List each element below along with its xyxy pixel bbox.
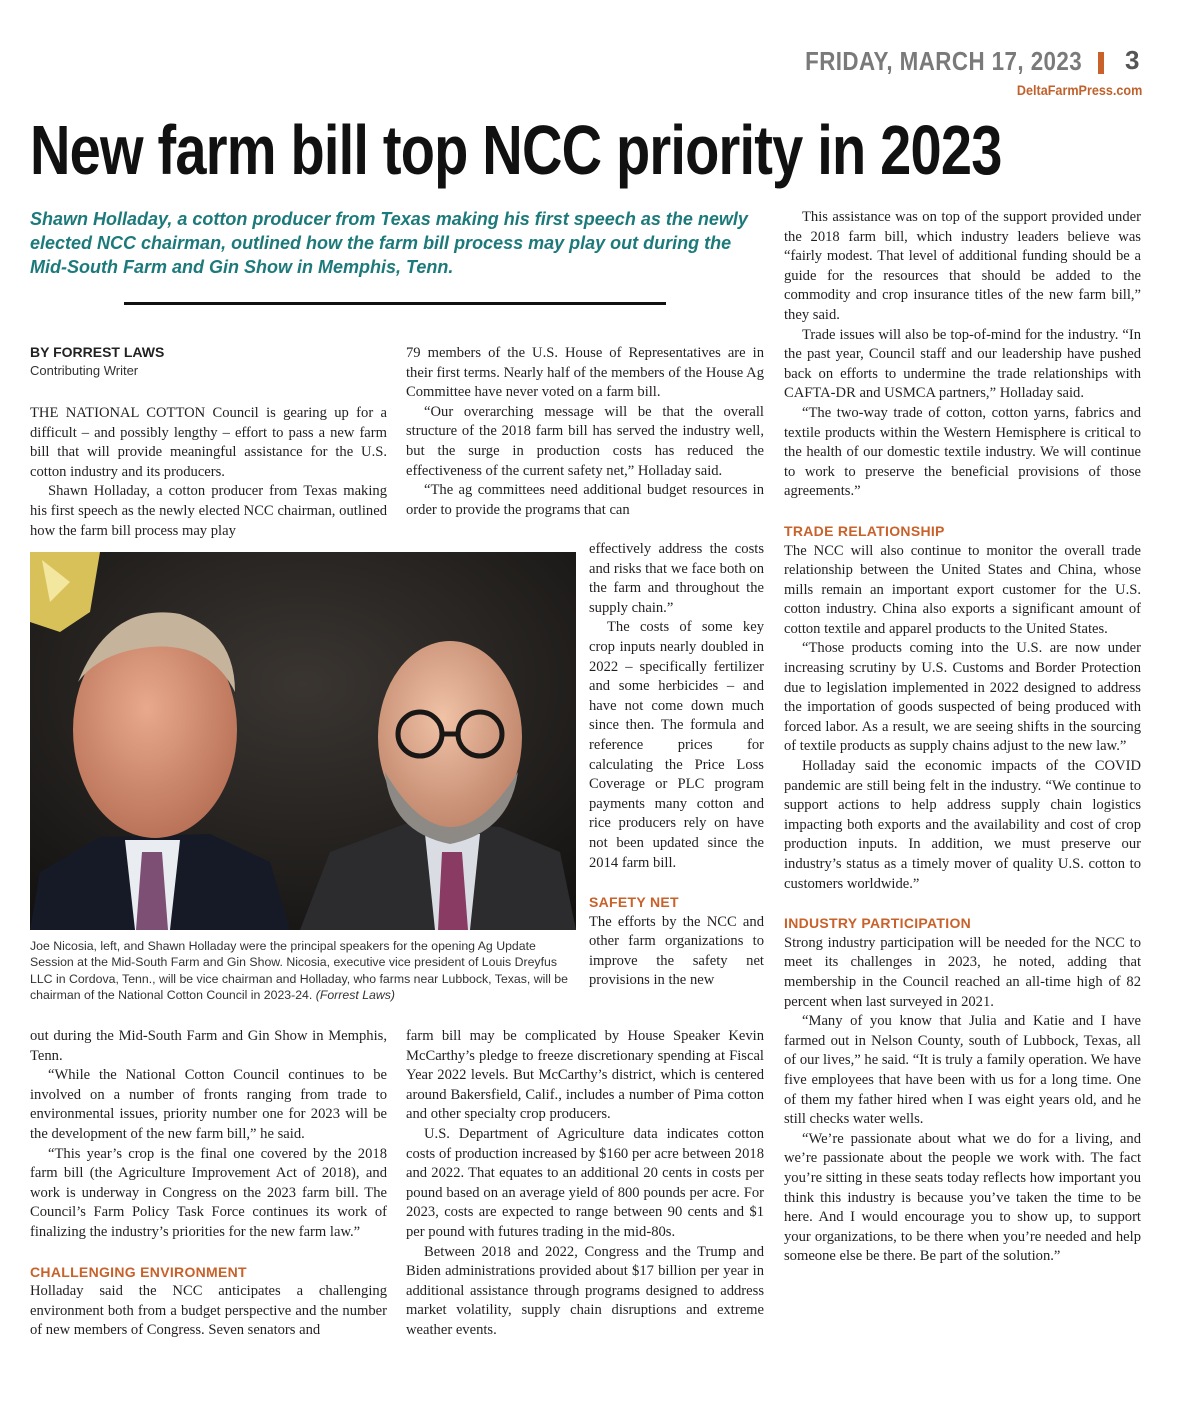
paragraph: Holladay said the economic impacts of the COVID pandemic are still being felt in the industry. “We continue to support actions to help address supply chain logistics impacting both exports and the availability and cost of crop production inputs. In addition, we must preserve our industry’s status as a timely mover of quality U.S. cotton to customers worldwide.” <box>784 758 1141 892</box>
paragraph: Shawn Holladay, a cotton producer from Texas making his first speech as the newly elected NCC chairman, outlined how the farm bill process may play <box>30 483 387 539</box>
deck-rule <box>124 302 666 305</box>
paragraph: Holladay said the NCC anticipates a challenging environment both from a budget perspective and the number of new members of Congress. Seven senators and <box>30 1283 387 1339</box>
photo-caption <box>30 938 578 1004</box>
paragraph: Trade issues will also be top-of-mind for the industry. “In the past year, Council staff and our leadership have pushed back on efforts to undermine the trade relationships with CAFTA-DR and USMCA partners,” Holladay said. <box>784 326 1141 402</box>
paragraph: effectively address the costs and risks that we face both on the farm and throughout the supply chain.” <box>589 541 764 616</box>
photo-credit: (Forrest Laws) <box>315 988 395 1003</box>
paragraph: The NCC will also continue to monitor the overall trade relationship between the United States and China, whose mills remain an important export customer for the U.S. cotton industry. China also exports a significant amount of cotton textile and apparel products to the United States. <box>784 542 1141 637</box>
paragraph: “The two-way trade of cotton, cotton yarns, fabrics and textile products within the Western Hemisphere is critical to the health of our domestic textile industry. We will continue to work to preserve the beneficial provisions of those agreements.” <box>784 404 1141 500</box>
subhead-trade-relationship: TRADE RELATIONSHIP <box>784 522 945 539</box>
paragraph: “While the National Cotton Council continues to be involved on a number of fronts ranging from trade to environmental issues, priority number one for 2023 will be the development of the new farm bill,” he said. <box>30 1067 387 1142</box>
paragraph: This assistance was on top of the support provided under the 2018 farm bill, which industry leaders believe was “fairly modest. That level of additional funding should be a guide for the resources that should be added to the commodity and crop insurance titles of the new farm bill,” they said. <box>784 209 1141 323</box>
deck: Shawn Holladay, a cotton producer from Texas making his first speech as the newly elected NCC chairman, outlined how the farm bill process may play out during the Mid-South Farm and Gin Show in Memphis, Tenn. <box>30 209 748 277</box>
paragraph: “Those products coming into the U.S. are now under increasing scrutiny by U.S. Customs and Border Protection due to legislation implemented in 2022 designed to address the importation of goods suspected of being produced with forced labor. As a result, we are seeing shifts in the sourcing of textile products as supply chains adjust to the new law.” <box>784 640 1141 755</box>
col2-narrow <box>589 540 764 991</box>
paragraph: “This year’s crop is the final one covered by the 2018 farm bill (the Agriculture Improvement Act of 2018), and work is underway in Congress on the 2023 farm bill. The Council’s Farm Policy Task Force continues its work of finalizing the industry’s priorities for the new farm law.” <box>30 1145 387 1240</box>
paragraph: “Many of you know that Julia and Katie and I have farmed out in Nelson County, south of Lubbock, Texas, all of our lives,” he said. “It is truly a family operation. We have five employees that have been with us for a long time. One of them my father hired when I was eight years old, and he still checks water wells. <box>784 1013 1141 1128</box>
paragraph: “We’re passionate about what we do for a living, and we’re passionate about the people we work with. The fact you’re sitting in these seats today reflects how important you think this industry is because you’ve taken the time to be here. And I would encourage you to show up, to support your organizations, to be there when you’re needed and help someone else be there. Be part of the solution.” <box>784 1130 1141 1265</box>
paragraph: THE NATIONAL COTTON Council is gearing up for a difficult – and possibly lengthy – effort to pass a new farm bill that will provide meaningful assistance for the U.S. cotton industry and its producers. <box>30 405 387 480</box>
subhead-challenging-environment: CHALLENGING ENVIRONMENT <box>30 1263 247 1280</box>
paragraph: “Our overarching message will be that the overall structure of the 2018 farm bill has served the industry well, but the surge in production costs has reduced the effectiveness of the current safety net,” Holladay said. <box>406 403 764 479</box>
paragraph: “The ag committees need additional budget resources in order to provide the programs that can <box>406 482 764 518</box>
page-number: 3 <box>1125 45 1140 75</box>
col2-bottom <box>406 1027 764 1341</box>
header-divider <box>1098 52 1104 74</box>
headline: New farm bill top NCC priority in 2023 <box>30 111 1002 189</box>
col1-top <box>30 404 387 541</box>
paragraph: out during the Mid-South Farm and Gin Show in Memphis, Tenn. <box>30 1028 387 1064</box>
col2-top <box>406 344 764 520</box>
paragraph: Between 2018 and 2022, Congress and the Trump and Biden administrations provided about $17 billion per year in additional assistance through programs designed to address market volatility, supply chain disruptions and extreme weather events. <box>406 1243 764 1338</box>
issue-date: FRIDAY, MARCH 17, 2023 <box>804 46 1082 76</box>
paragraph: 79 members of the U.S. House of Representatives are in their first terms. Nearly half of the members of the House Ag Committee have never voted on a farm bill. <box>406 345 764 401</box>
photo-illustration <box>30 552 576 930</box>
caption-text: Joe Nicosia, left, and Shawn Holladay were the principal speakers for the opening Ag Update Session at the Mid-South Farm and Gin Show. Nicosia, executive vice president of Louis Dreyfus LLC in Cordova, Tenn., will be vice chairman and Holladay, who farms near Lubbock, Texas, will be chairman of the National Cotton Council in 2023-24. <box>30 939 568 1003</box>
site-url[interactable]: DeltaFarmPress.com <box>1016 82 1142 98</box>
paragraph: The costs of some key crop inputs nearly doubled in 2022 – specifically fertilizer and some herbicides – and have not come down much since then. The formula and reference prices for calculating the Price Loss Coverage or PLC program payments many cotton and rice producers rely on have not been updated since the 2014 farm bill. <box>589 619 764 871</box>
byline-role: Contributing Writer <box>30 363 139 378</box>
article-photo <box>30 552 576 930</box>
col3 <box>784 208 1141 1267</box>
paragraph: Strong industry participation will be needed for the NCC to meet its challenges in 2023, he noted, adding that membership in the Council reached an all-time high of 82 percent when last surveyed in 2021. <box>784 934 1141 1010</box>
paragraph: The efforts by the NCC and other farm organizations to improve the safety net provisions in the new <box>589 913 764 989</box>
paragraph: farm bill may be complicated by House Speaker Kevin McCarthy’s pledge to freeze discretionary spending at Fiscal Year 2022 levels. But McCarthy’s district, which is centered around Bakersfield, Calif., includes a number of Pima cotton and other specialty crop producers. <box>406 1028 764 1123</box>
byline: BY FORREST LAWS <box>30 344 165 360</box>
subhead-industry-participation: INDUSTRY PARTICIPATION <box>784 915 972 932</box>
paragraph: U.S. Department of Agriculture data indicates cotton costs of production increased by $160 per acre between 2018 and 2022. That equates to an additional 20 cents in costs per pound based on an average yield of 800 pounds per acre. For 2023, costs are expected to range between 90 cents and $1 per pound with futures trading in the mid-80s. <box>406 1125 764 1240</box>
subhead-safety-net: SAFETY NET <box>589 894 679 911</box>
col1-bottom <box>30 1027 387 1341</box>
